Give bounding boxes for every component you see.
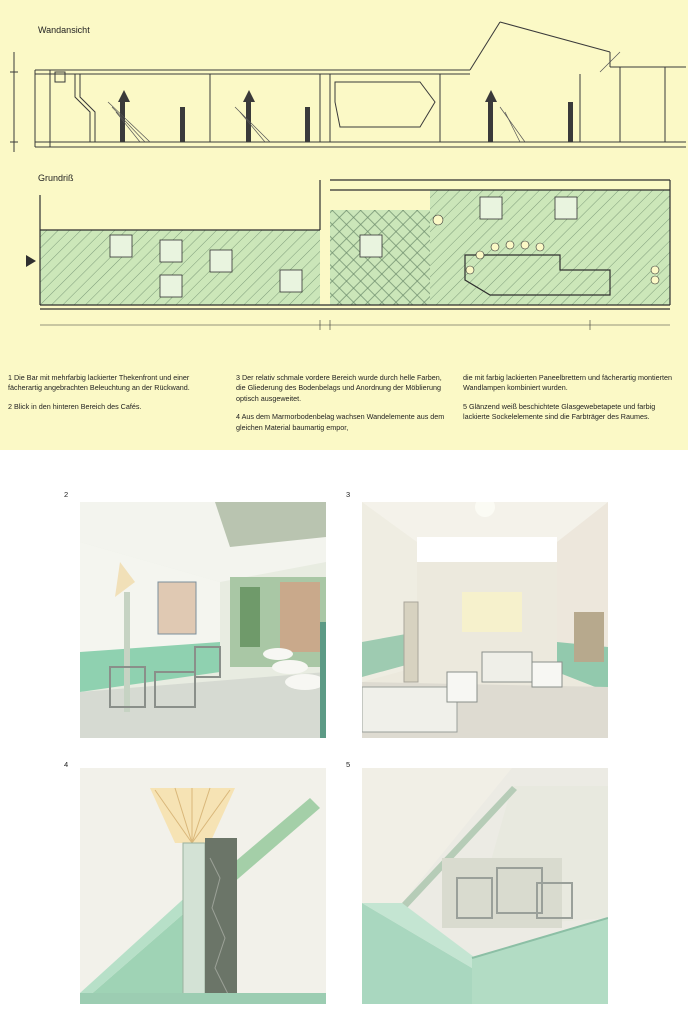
caption-3: 3 Der relativ schmale vordere Bereich wurde durch helle Farben, die Gliederung des Bodenbelags und Anordnung der Möblierung optisch ausgeweitet. [236,373,442,403]
photo-number-2: 2 [64,490,69,499]
elevation-title: Wandansicht [38,25,90,35]
photo-number-4: 4 [64,760,69,769]
caption-column-3 [463,373,681,431]
photo-number-5: 5 [346,760,351,769]
caption-5: 5 Glänzend weiß beschichtete Glasgewebetapete und farbig lackierte Sockelelemente sind die Farbträger des Raumes. [463,401,656,422]
photo-partition-view [362,768,608,1004]
photo-cafe-front [362,502,608,738]
plan-title: Grundriß [38,173,74,183]
floor-plan-drawing [0,175,688,340]
caption-column-1 [8,373,223,420]
photo-number-3: 3 [346,490,351,499]
photo-wall-lamp [80,768,326,1004]
caption-2: 2 Blick in den hinteren Bereich des Cafés. [8,401,142,411]
photo-cafe-rear [80,502,326,738]
caption-column-2 [236,373,451,441]
wall-elevation-drawing [0,12,688,162]
caption-4: 4 Aus dem Marmorbodenbelag wachsen Wandelemente aus dem gleichen Material baumartig empor, [236,412,445,432]
caption-1: 1 Die Bar mit mehrfarbig lackierter Thekenfront und einer fächerartig angebrachten Beleuchtung an der Rückwand. [8,373,190,393]
caption-4-continued: die mit farbig lackierten Paneelbrettern und fächerartig montierten Wandlampen kombiniert wurden. [463,373,672,393]
